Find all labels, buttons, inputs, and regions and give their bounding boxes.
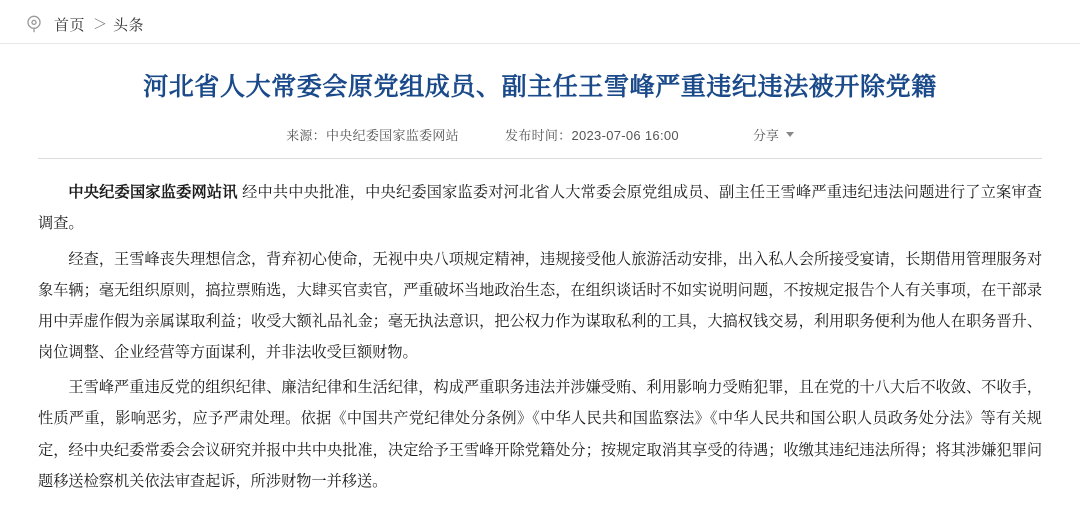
article-container	[0, 72, 1080, 497]
article-lead: 中央纪委国家监委网站讯	[68, 184, 238, 202]
share-label: 分享	[752, 128, 779, 144]
article-paragraph	[38, 244, 1042, 369]
breadcrumb-current: 头条	[113, 16, 145, 34]
chevron-down-icon	[786, 132, 794, 137]
article-paragraph-text: 经查，王雪峰丧失理想信念，背弃初心使命，无视中央八项规定精神，违规接受他人旅游活动安排，出入私人会所接受宴请，长期借用管理服务对象车辆；毫无组织原则，搞拉票贿选，大肆买官卖官，严重破坏当地政治生态，在组织谈话时不如实说明问题，不按规定报告个人有关事项，在干部录用中弄虚作假为亲属谋取利益；收受大额礼品礼金；毫无执法意识，把公权力作为谋取私利的工具，大搞权钱交易，利用职务便利为他人在职务晋升、岗位调整、企业经营等方面谋利，并非法收受巨额财物。	[38, 250, 1042, 362]
article-paragraph	[38, 372, 1042, 497]
article-paragraph-text: 经中共中央批准，中央纪委国家监委对河北省人大常委会原党组成员、副主任王雪峰严重违纪违法问题进行了立案审查调查。	[38, 184, 1042, 233]
article-paragraph-text: 王雪峰严重违反党的组织纪律、廉洁纪律和生活纪律，构成严重职务违法并涉嫌受贿、利用影响力受贿犯罪，且在党的十八大后不收敛、不收手，性质严重，影响恶劣，应予严肃处理。依据《中国共产党纪律处分条例》《中华人民共和国监察法》《中华人民共和国公职人员政务处分法》等有关规定，经中央纪委常委会会议研究并报中共中央批准，决定给予王雪峰开除党籍处分；按规定取消其享受的待遇；收缴其违纪违法所得；将其涉嫌犯罪问题移送检察机关依法审查起诉，所涉财物一并移送。	[38, 379, 1042, 490]
article-source: 来源：中央纪委国家监委网站	[286, 128, 459, 144]
location-pin-icon	[24, 14, 44, 34]
share-button[interactable]	[753, 125, 794, 144]
breadcrumb-separator: ＞	[93, 16, 108, 32]
breadcrumb-home-link[interactable]: 首页	[54, 16, 86, 34]
page-title: 河北省人大常委会原党组成员、副主任王雪峰严重违纪违法被开除党籍	[143, 74, 937, 101]
article-publish-time: 发布时间：2023-07-06 16:00	[504, 128, 679, 144]
meta-divider	[38, 158, 1042, 159]
header-divider	[0, 43, 1080, 44]
article-body	[38, 177, 1042, 497]
article-paragraph	[38, 177, 1042, 239]
breadcrumb	[0, 0, 1080, 34]
article-meta	[38, 125, 1042, 144]
